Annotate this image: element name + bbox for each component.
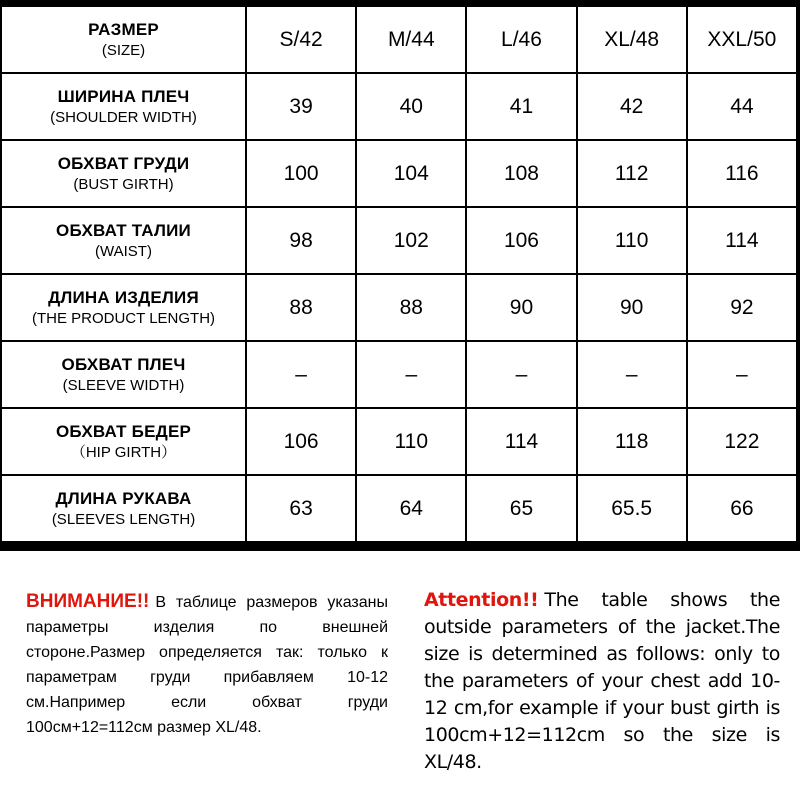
row-label-2 xyxy=(1,207,246,274)
measurement-cell: 42 xyxy=(577,73,687,140)
table-row xyxy=(1,341,797,408)
size-header-cell: M/44 xyxy=(356,6,466,73)
label-en: (THE PRODUCT LENGTH) xyxy=(31,310,216,327)
label-ru: ОБХВАТ ГРУДИ xyxy=(57,154,190,173)
label-ru: ШИРИНА ПЛЕЧ xyxy=(57,87,190,106)
measurement-cell: 44 xyxy=(687,73,797,140)
label-en: (SLEEVES LENGTH) xyxy=(51,511,196,528)
measurement-cell: 118 xyxy=(577,408,687,475)
measurement-cell: 65.5 xyxy=(577,475,687,542)
size-header-cell: XL/48 xyxy=(577,6,687,73)
table-row xyxy=(1,408,797,475)
note-text-ru: В таблице размеров указаны параметры изделия по внешней стороне.Размер определяется так: только к параметрам груди прибавляем 10-12 см.Например если обхват груди 100см+12=112см размер XL/48. xyxy=(26,594,388,736)
attention-label-en: Attention!! xyxy=(424,589,539,611)
note-text-en: The table shows the outside parameters of the jacket.The size is determined as follows: only to the parameters of your chest add 10-12 cm,for example if your bust girth is 100cm+12=112cm so the size is XL/48. xyxy=(424,589,780,773)
measurement-cell: 63 xyxy=(246,475,356,542)
measurement-cell: – xyxy=(356,341,466,408)
measurement-cell: 116 xyxy=(687,140,797,207)
note-english xyxy=(424,587,780,776)
label-en: (BUST GIRTH) xyxy=(73,176,174,193)
size-header-cell: XXL/50 xyxy=(687,6,797,73)
measurement-cell: 88 xyxy=(246,274,356,341)
label-ru: ОБХВАТ БЕДЕР xyxy=(55,422,192,441)
measurement-cell: – xyxy=(246,341,356,408)
measurement-cell: 108 xyxy=(466,140,576,207)
size-header-cell: L/46 xyxy=(466,6,576,73)
notes-section xyxy=(0,551,800,800)
row-label-size xyxy=(1,6,246,73)
measurement-cell: – xyxy=(466,341,576,408)
measurement-cell: 39 xyxy=(246,73,356,140)
row-label-3 xyxy=(1,274,246,341)
row-label-4 xyxy=(1,341,246,408)
attention-label-ru: ВНИМАНИЕ!! xyxy=(26,591,150,612)
note-russian xyxy=(26,589,388,740)
row-label-5 xyxy=(1,408,246,475)
table-header-row xyxy=(1,6,797,73)
measurement-cell: 90 xyxy=(466,274,576,341)
measurement-cell: 110 xyxy=(577,207,687,274)
table-row xyxy=(1,140,797,207)
label-ru: ОБХВАТ ТАЛИИ xyxy=(56,221,191,240)
label-en: (SIZE) xyxy=(101,42,146,59)
measurement-cell: 40 xyxy=(356,73,466,140)
row-label-1 xyxy=(1,140,246,207)
table-row xyxy=(1,207,797,274)
measurement-cell: 64 xyxy=(356,475,466,542)
measurement-cell: – xyxy=(687,341,797,408)
size-header-cell: S/42 xyxy=(246,6,356,73)
measurement-cell: 92 xyxy=(687,274,797,341)
measurement-cell: 102 xyxy=(356,207,466,274)
size-table xyxy=(0,5,798,543)
label-ru: ОБХВАТ ПЛЕЧ xyxy=(61,355,186,374)
label-en: (WAIST) xyxy=(95,243,152,260)
measurement-cell: 88 xyxy=(356,274,466,341)
measurement-cell: 106 xyxy=(246,408,356,475)
measurement-cell: 106 xyxy=(466,207,576,274)
measurement-cell: 66 xyxy=(687,475,797,542)
measurement-cell: 110 xyxy=(356,408,466,475)
table-row xyxy=(1,73,797,140)
measurement-cell: 122 xyxy=(687,408,797,475)
measurement-cell: – xyxy=(577,341,687,408)
measurement-cell: 112 xyxy=(577,140,687,207)
measurement-cell: 114 xyxy=(687,207,797,274)
measurement-cell: 100 xyxy=(246,140,356,207)
measurement-cell: 104 xyxy=(356,140,466,207)
measurement-cell: 98 xyxy=(246,207,356,274)
measurement-cell: 114 xyxy=(466,408,576,475)
row-label-0 xyxy=(1,73,246,140)
measurement-cell: 65 xyxy=(466,475,576,542)
label-en: (SHOULDER WIDTH) xyxy=(50,109,197,126)
label-ru: РАЗМЕР xyxy=(88,20,159,39)
label-en: （HIP GIRTH） xyxy=(70,444,177,461)
measurement-cell: 90 xyxy=(577,274,687,341)
table-row xyxy=(1,274,797,341)
label-ru: ДЛИНА ИЗДЕЛИЯ xyxy=(48,288,199,307)
row-label-6 xyxy=(1,475,246,542)
label-ru: ДЛИНА РУКАВА xyxy=(55,489,192,508)
measurement-cell: 41 xyxy=(466,73,576,140)
table-row xyxy=(1,475,797,542)
label-en: (SLEEVE WIDTH) xyxy=(62,377,185,394)
